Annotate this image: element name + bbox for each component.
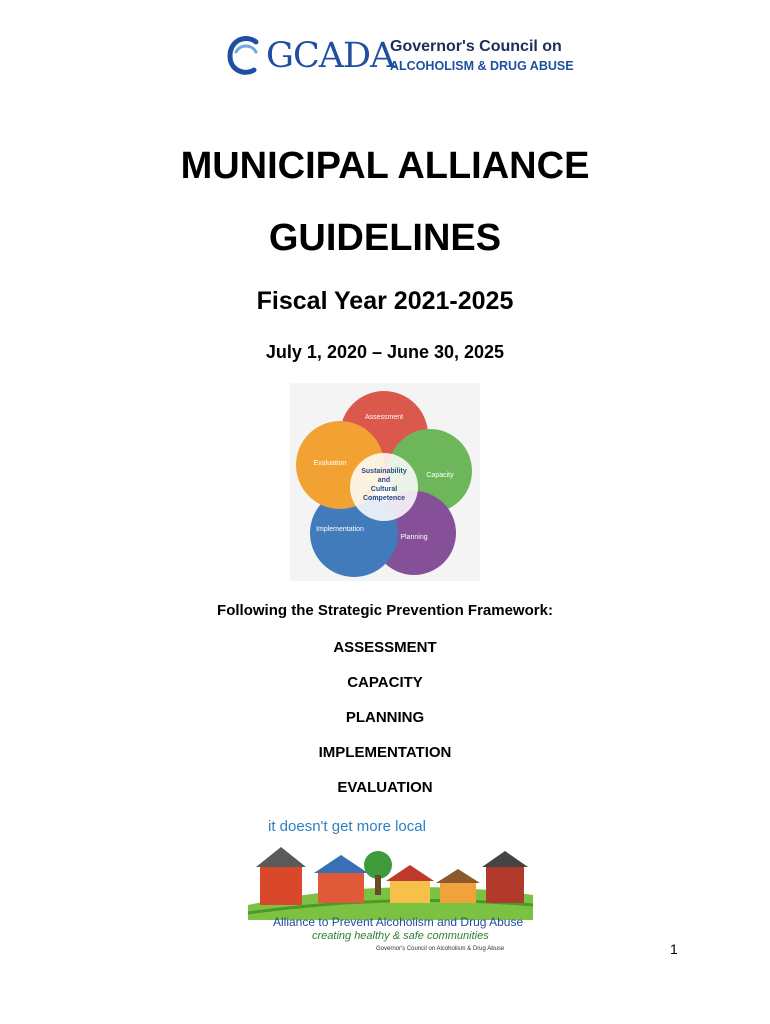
page-number: 1: [670, 941, 678, 957]
page-title-line2: GUIDELINES: [268, 217, 502, 259]
center-label-1: Sustainability: [361, 468, 407, 475]
council-name-line2: ALCOHOLISM & DRUG ABUSE: [390, 59, 574, 73]
implementation-label: Implementation: [316, 526, 364, 533]
page-title-line1: MUNICIPAL ALLIANCE: [180, 145, 590, 187]
center-label-3: Cultural: [370, 486, 398, 493]
houses-illustration: [248, 835, 533, 920]
center-label-4: Competence: [362, 495, 406, 502]
center-label-2: and: [377, 477, 391, 484]
alliance-name: Alliance to Prevent Alcoholism and Drug Abuse: [273, 915, 524, 929]
framework-heading: Following the Strategic Prevention Framework:: [217, 602, 553, 619]
step-planning: PLANNING: [345, 709, 425, 726]
gcada-logo: [226, 32, 574, 80]
assessment-label: Assessment: [364, 414, 404, 421]
step-assessment: ASSESSMENT: [333, 639, 437, 656]
gcada-swirl-icon: [226, 34, 266, 78]
alliance-subtitle: creating healthy & safe communities: [312, 930, 489, 942]
alliance-tagline: it doesn't get more local: [268, 818, 426, 835]
step-implementation: IMPLEMENTATION: [318, 744, 452, 761]
planning-label: Planning: [400, 534, 428, 541]
alliance-footer: Governor's Council on Alcoholism & Drug Abuse: [376, 946, 505, 952]
alliance-logo: [248, 815, 533, 960]
gcada-wordmark: GCADA: [266, 36, 395, 76]
spf-diagram: [290, 383, 480, 581]
step-evaluation: EVALUATION: [337, 779, 433, 796]
capacity-label: Capacity: [426, 472, 454, 479]
fiscal-year: Fiscal Year 2021-2025: [256, 287, 514, 315]
evaluation-label: Evaluation: [313, 460, 347, 467]
date-range: July 1, 2020 – June 30, 2025: [265, 342, 505, 362]
step-capacity: CAPACITY: [347, 674, 423, 691]
council-name-line1: Governor's Council on: [390, 38, 562, 55]
